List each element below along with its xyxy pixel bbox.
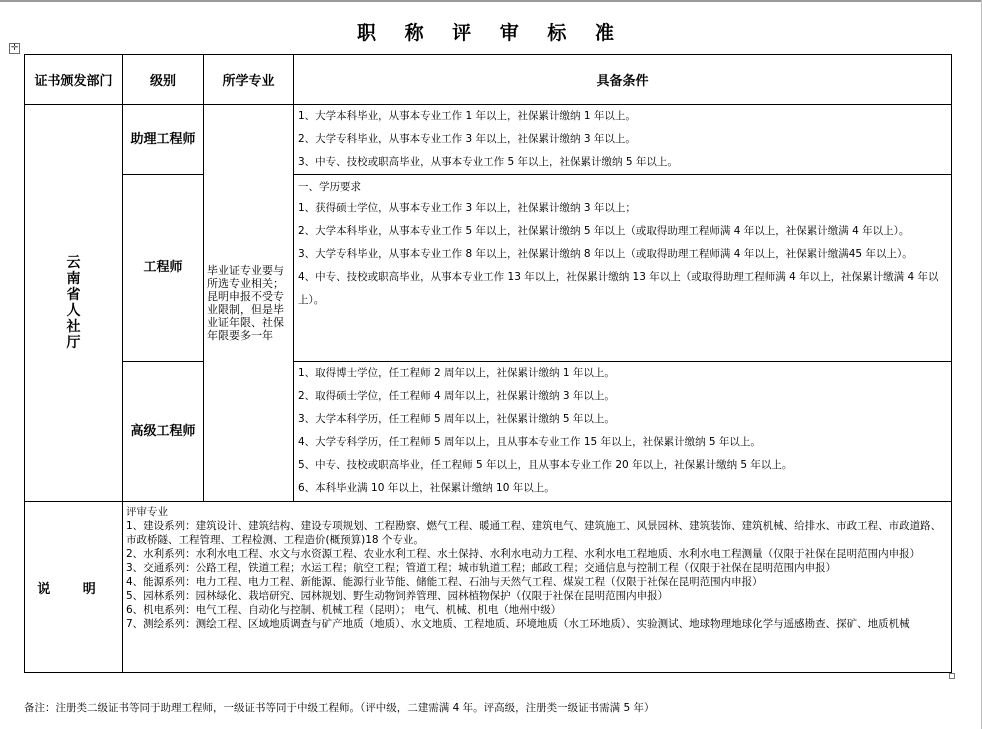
condition-line: 3、大学本科学历，任工程师 5 周年以上，社保累计缴纳 5 年以上。 [298,413,615,425]
condition-line: 1、取得博士学位，任工程师 2 周年以上，社保累计缴纳 1 年以上。 [298,367,615,379]
condition-line: 2、大学专科毕业，从事本专业工作 3 年以上，社保累计缴纳 3 年以上。 [298,133,636,145]
header-conditions: 具备条件 [294,55,952,105]
footer-remark: 备注：注册类二级证书等同于助理工程师，一级证书等同于中级工程师。（评中级，二建需满 4 年。评高级，注册类一级证书需满 5 年） [24,702,655,714]
condition-line: 5、中专、技校或职高毕业，任工程师 5 年以上，且从事本专业工作 20 年以上，社保累计缴纳 5 年以上。 [298,459,793,471]
dept-name: 云南省人社厅 [66,255,81,351]
dept-cell [25,105,123,502]
page-title: 职 称 评 审 标 准 [356,22,626,44]
condition-line: 3、中专、技校或职高毕业，从事本专业工作 5 年以上，社保累计缴纳 5 年以上。 [298,156,678,168]
condition-line: 一、学历要求 [298,181,361,193]
header-level: 级别 [123,55,204,105]
level-engineer: 工程师 [123,175,204,362]
notes-item: 3、交通系列：公路工程，铁道工程；水运工程；航空工程；管道工程；城市轨道工程；邮政工程；交通信息与控制工程（仅限于社保在昆明范围内申报） [126,562,837,574]
conditions-senior [294,362,952,502]
header-dept: 证书颁发部门 [25,55,123,105]
conditions-assistant [294,105,952,175]
condition-line: 4、中专、技校或职高毕业，从事本专业工作 13 年以上，社保累计缴纳 13 年以上（或取得助理工程师满 4 年以上，社保累计缴满 4 年以上）。 [298,271,939,306]
condition-line: 6、本科毕业满 10 年以上，社保累计缴纳 10 年以上。 [298,482,555,494]
notes-content [123,502,952,673]
table-row-engineer [25,175,952,362]
notes-item: 6、机电系列：电气工程、自动化与控制、机械工程（昆明）； 电气、机械、机电（地州中级） [126,604,562,616]
major-requirement: 毕业证专业要与所选专业相关；昆明申报不受专业限制，但是毕业证年限、社保年限要多一年 [204,105,294,502]
notes-item: 4、能源系列：电力工程、电力工程、新能源、能源行业节能、储能工程、石油与天然气工程、煤炭工程（仅限于社保在昆明范围内申报） [126,576,763,588]
condition-line: 2、大学本科毕业，从事本专业工作 5 年以上，社保累计缴纳 5 年以上（或取得助理工程师满 4 年以上，社保累计缴满 4 年以上）。 [298,225,910,237]
table-row-senior [25,362,952,502]
notes-item: 5、园林系列：园林绿化、栽培研究、园林规划、野生动物饲养管理、园林植物保护（仅限于社保在昆明范围内申报） [126,590,669,602]
notes-item: 7、测绘系列：测绘工程、区域地质调查与矿产地质（地质）、水文地质、工程地质、环境地质（水工环地质）、实验测试、地球物理地球化学与遥感勘查、探矿、地质机械 [126,618,910,630]
notes-label: 说 明 [25,502,123,673]
window-top-border [0,0,982,2]
table-row-notes [25,502,952,673]
condition-line: 1、大学本科毕业，从事本专业工作 1 年以上，社保累计缴纳 1 年以上。 [298,110,636,122]
conditions-engineer [294,175,952,362]
table-resize-handle[interactable] [949,673,955,679]
condition-line: 1、获得硕士学位，从事本专业工作 3 年以上，社保累计缴纳 3 年以上； [298,202,636,214]
notes-heading: 评审专业 [126,506,168,518]
condition-line: 2、取得硕士学位，任工程师 4 周年以上，社保累计缴纳 3 年以上。 [298,390,615,402]
notes-item: 1、建设系列：建筑设计、建筑结构、建设专项规划、工程勘察、燃气工程、暖通工程、建筑电气、建筑施工、风景园林、建筑装饰、建筑机械、给排水、市政工程、市政道路、市政桥隧、工程管理、工程检测、工程造价(概预算)18 个专业。 [126,520,942,546]
level-senior-engineer: 高级工程师 [123,362,204,502]
condition-line: 3、大学专科毕业，从事本专业工作 8 年以上，社保累计缴纳 8 年以上（或取得助理工程师满 4 年以上，社保累计缴满45 年以上）。 [298,248,913,260]
condition-line: 4、大学专科学历，任工程师 5 周年以上，且从事本专业工作 15 年以上，社保累计缴纳 5 年以上。 [298,436,761,448]
header-major: 所学专业 [204,55,294,105]
table-header-row [25,55,952,105]
table-row-assistant [25,105,952,175]
standards-table [24,54,952,673]
table-move-handle-icon[interactable]: ✛ [10,43,19,53]
notes-item: 2、水利系列：水利水电工程、水文与水资源工程、农业水利工程、水土保持、水利水电动力工程、水利水电工程地质、水利水电工程测量（仅限于社保在昆明范围内申报） [126,548,921,560]
level-assistant-engineer: 助理工程师 [123,105,204,175]
